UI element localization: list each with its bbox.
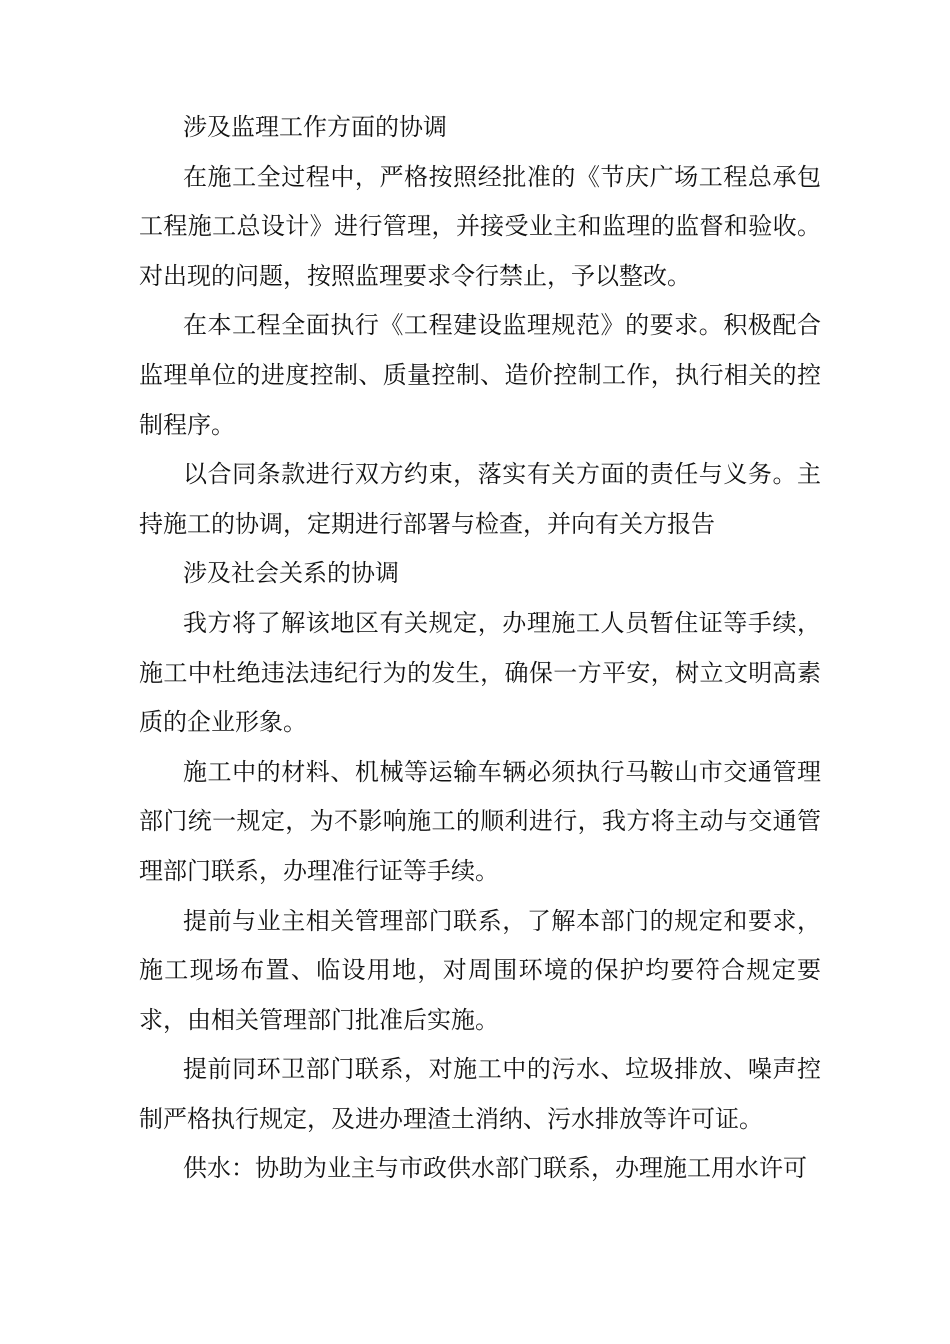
paragraph: 供水：协助为业主与市政供水部门联系，办理施工用水许可 — [183, 1154, 807, 1183]
document-body — [139, 103, 821, 1194]
paragraph: 我方将了解该地区有关规定，办理施工人员暂住证等手续，施工中杜绝违法违纪行为的发生，确保一方平安，树立文明高素质的企业形象。 — [139, 608, 821, 737]
paragraph: 在施工全过程中，严格按照经批准的《节庆广场工程总承包工程施工总设计》进行管理，并接受业主和监理的监督和验收。对出现的问题，按照监理要求令行禁止，予以整改。 — [139, 162, 821, 290]
section-heading: 涉及社会关系的协调 — [183, 559, 399, 588]
paragraph: 施工中的材料、机械等运输车辆必须执行马鞍山市交通管理部门统一规定，为不影响施工的顺利进行，我方将主动与交通管理部门联系，办理准行证等手续。 — [139, 757, 821, 885]
paragraph: 提前与业主相关管理部门联系，了解本部门的规定和要求，施工现场布置、临设用地，对周围环境的保护均要符合规定要求，由相关管理部门批准后实施。 — [139, 906, 821, 1034]
paragraph: 在本工程全面执行《工程建设监理规范》的要求。积极配合监理单位的进度控制、质量控制、造价控制工作，执行相关的控制程序。 — [139, 311, 821, 439]
paragraph: 以合同条款进行双方约束，落实有关方面的责任与义务。主持施工的协调，定期进行部署与检查，并向有关方报告 — [139, 460, 821, 538]
paragraph: 提前同环卫部门联系，对施工中的污水、垃圾排放、噪声控制严格执行规定，及进办理渣土消纳、污水排放等许可证。 — [139, 1055, 821, 1133]
section-heading: 涉及监理工作方面的协调 — [183, 113, 447, 141]
